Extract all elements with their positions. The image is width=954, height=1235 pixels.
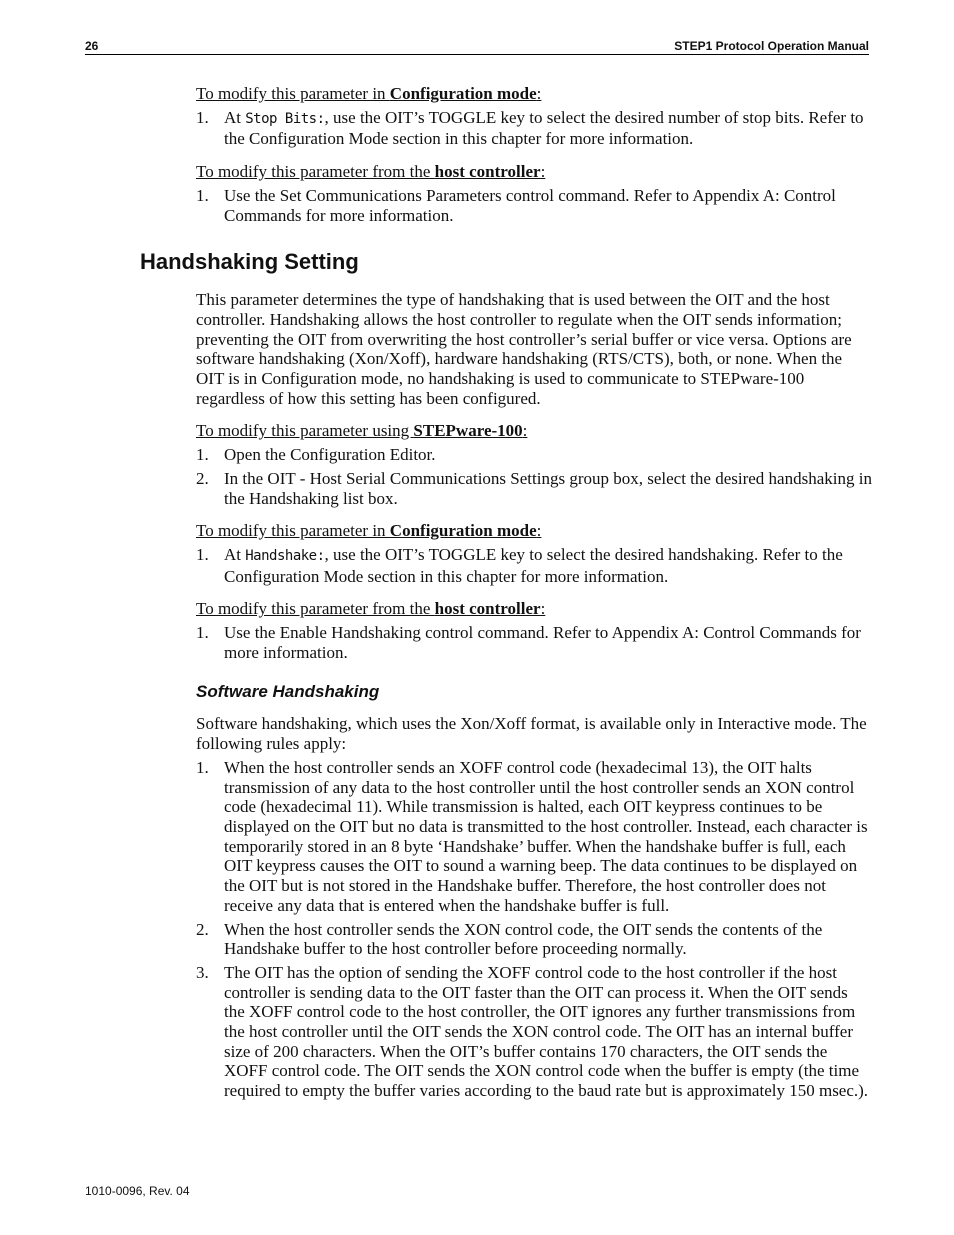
- manual-title: STEP1 Protocol Operation Manual: [674, 39, 869, 53]
- handshaking-config-mode-steps: [196, 545, 872, 586]
- section-heading-handshaking: Handshaking Setting: [140, 249, 359, 275]
- list-item: 1. When the host controller sends an XOFF control code (hexadecimal 13), the OIT halts transmission of any data to the host controller until the host controller sends an XON control code (hexadecimal 11). While transmission is halted, each OIT keypress continues to be displayed on the OIT but no data is transmitted to the host controller. Instead, each character is temporarily stored in an 8 byte ‘Handshake’ buffer. When the handshake buffer is full, each OIT keypress causes the OIT to sound a warning beep. The data continues to be displayed on the OIT but is not stored in the Handshake buffer. Therefore, the host controller does not receive any data that is entered when the handshake buffer is full.: [196, 757, 868, 915]
- lcd-prompt-handshake: Handshake:: [245, 547, 325, 564]
- stopbits-config-mode-steps: [196, 108, 872, 149]
- page-header: [85, 38, 869, 55]
- handshaking-host-steps: [196, 623, 872, 662]
- handshaking-stepware-subheading: To modify this parameter using STEPware-100:: [196, 421, 528, 441]
- list-item: 2. When the host controller sends the XON control code, the OIT sends the contents of the Handshake buffer to the host controller before proceeding normally.: [196, 919, 823, 959]
- handshaking-config-mode-subheading: To modify this parameter in Configuration mode:: [196, 521, 542, 541]
- stopbits-host-subheading: To modify this parameter from the host controller:: [196, 162, 546, 182]
- stopbits-config-mode-subheading: To modify this parameter in Configuration mode:: [196, 84, 542, 103]
- page-number: 26: [85, 39, 99, 53]
- page-content: [140, 84, 872, 1114]
- list-item: 1. At Stop Bits:, use the OIT’s TOGGLE key to select the desired number of stop bits. Refer to the Configuration Mode section in this chapter for more information.: [196, 107, 864, 149]
- software-rules: [196, 758, 872, 1101]
- handshaking-host-subheading: To modify this parameter from the host controller:: [196, 599, 546, 619]
- list-item: 3. The OIT has the option of sending the XOFF control code to the host controller if the host controller is sending data to the OIT faster than the OIT can process it. When the OIT sends the XOFF control code to the host controller, the OIT ignores any further transmissions from the host controller until the OIT sends the XON control code. The OIT has an internal buffer size of 200 characters. When the OIT’s buffer contains 170 characters, the OIT sends the XOFF control code. The OIT sends the XON control code when the buffer is empty (the time required to empty the buffer varies according to the baud rate but is approximately 150 msec.).: [196, 962, 869, 1101]
- list-item: 1. At Handshake:, use the OIT’s TOGGLE key to select the desired handshaking. Refer to the Configuration Mode section in this chapter for more information.: [196, 544, 843, 586]
- list-item: 1. Open the Configuration Editor.: [196, 445, 436, 465]
- software-intro: Software handshaking, which uses the Xon/Xoff format, is available only in Interactive mode. The following rules apply:: [196, 714, 867, 754]
- lcd-prompt-stop-bits: Stop Bits:: [245, 110, 325, 127]
- list-item: 2. In the OIT - Host Serial Communications Settings group box, select the desired handshaking in the Handshaking list box.: [196, 468, 872, 508]
- handshaking-intro: This parameter determines the type of handshaking that is used between the OIT and the host controller. Handshaking allows the host controller to regulate when the OIT sends information; preventing the OIT from overwriting the host controller’s serial buffer or vice versa. Options are software handshaking (Xon/Xoff), hardware handshaking (RTS/CTS), both, or none. When the OIT is in Configuration mode, no handshaking is used to communicate to STEPware-100 regardless of how this setting has been configured.: [196, 290, 852, 408]
- stopbits-host-steps: [196, 186, 872, 225]
- page-footer: 1010-0096, Rev. 04: [85, 1184, 190, 1198]
- list-item: 1. Use the Enable Handshaking control command. Refer to Appendix A: Control Commands for more information.: [196, 623, 861, 662]
- list-item: 1. Use the Set Communications Parameters control command. Refer to Appendix A: Control Commands for more information.: [196, 185, 836, 225]
- subsection-heading-software-handshaking: Software Handshaking: [196, 682, 380, 702]
- handshaking-stepware-steps: [196, 445, 872, 508]
